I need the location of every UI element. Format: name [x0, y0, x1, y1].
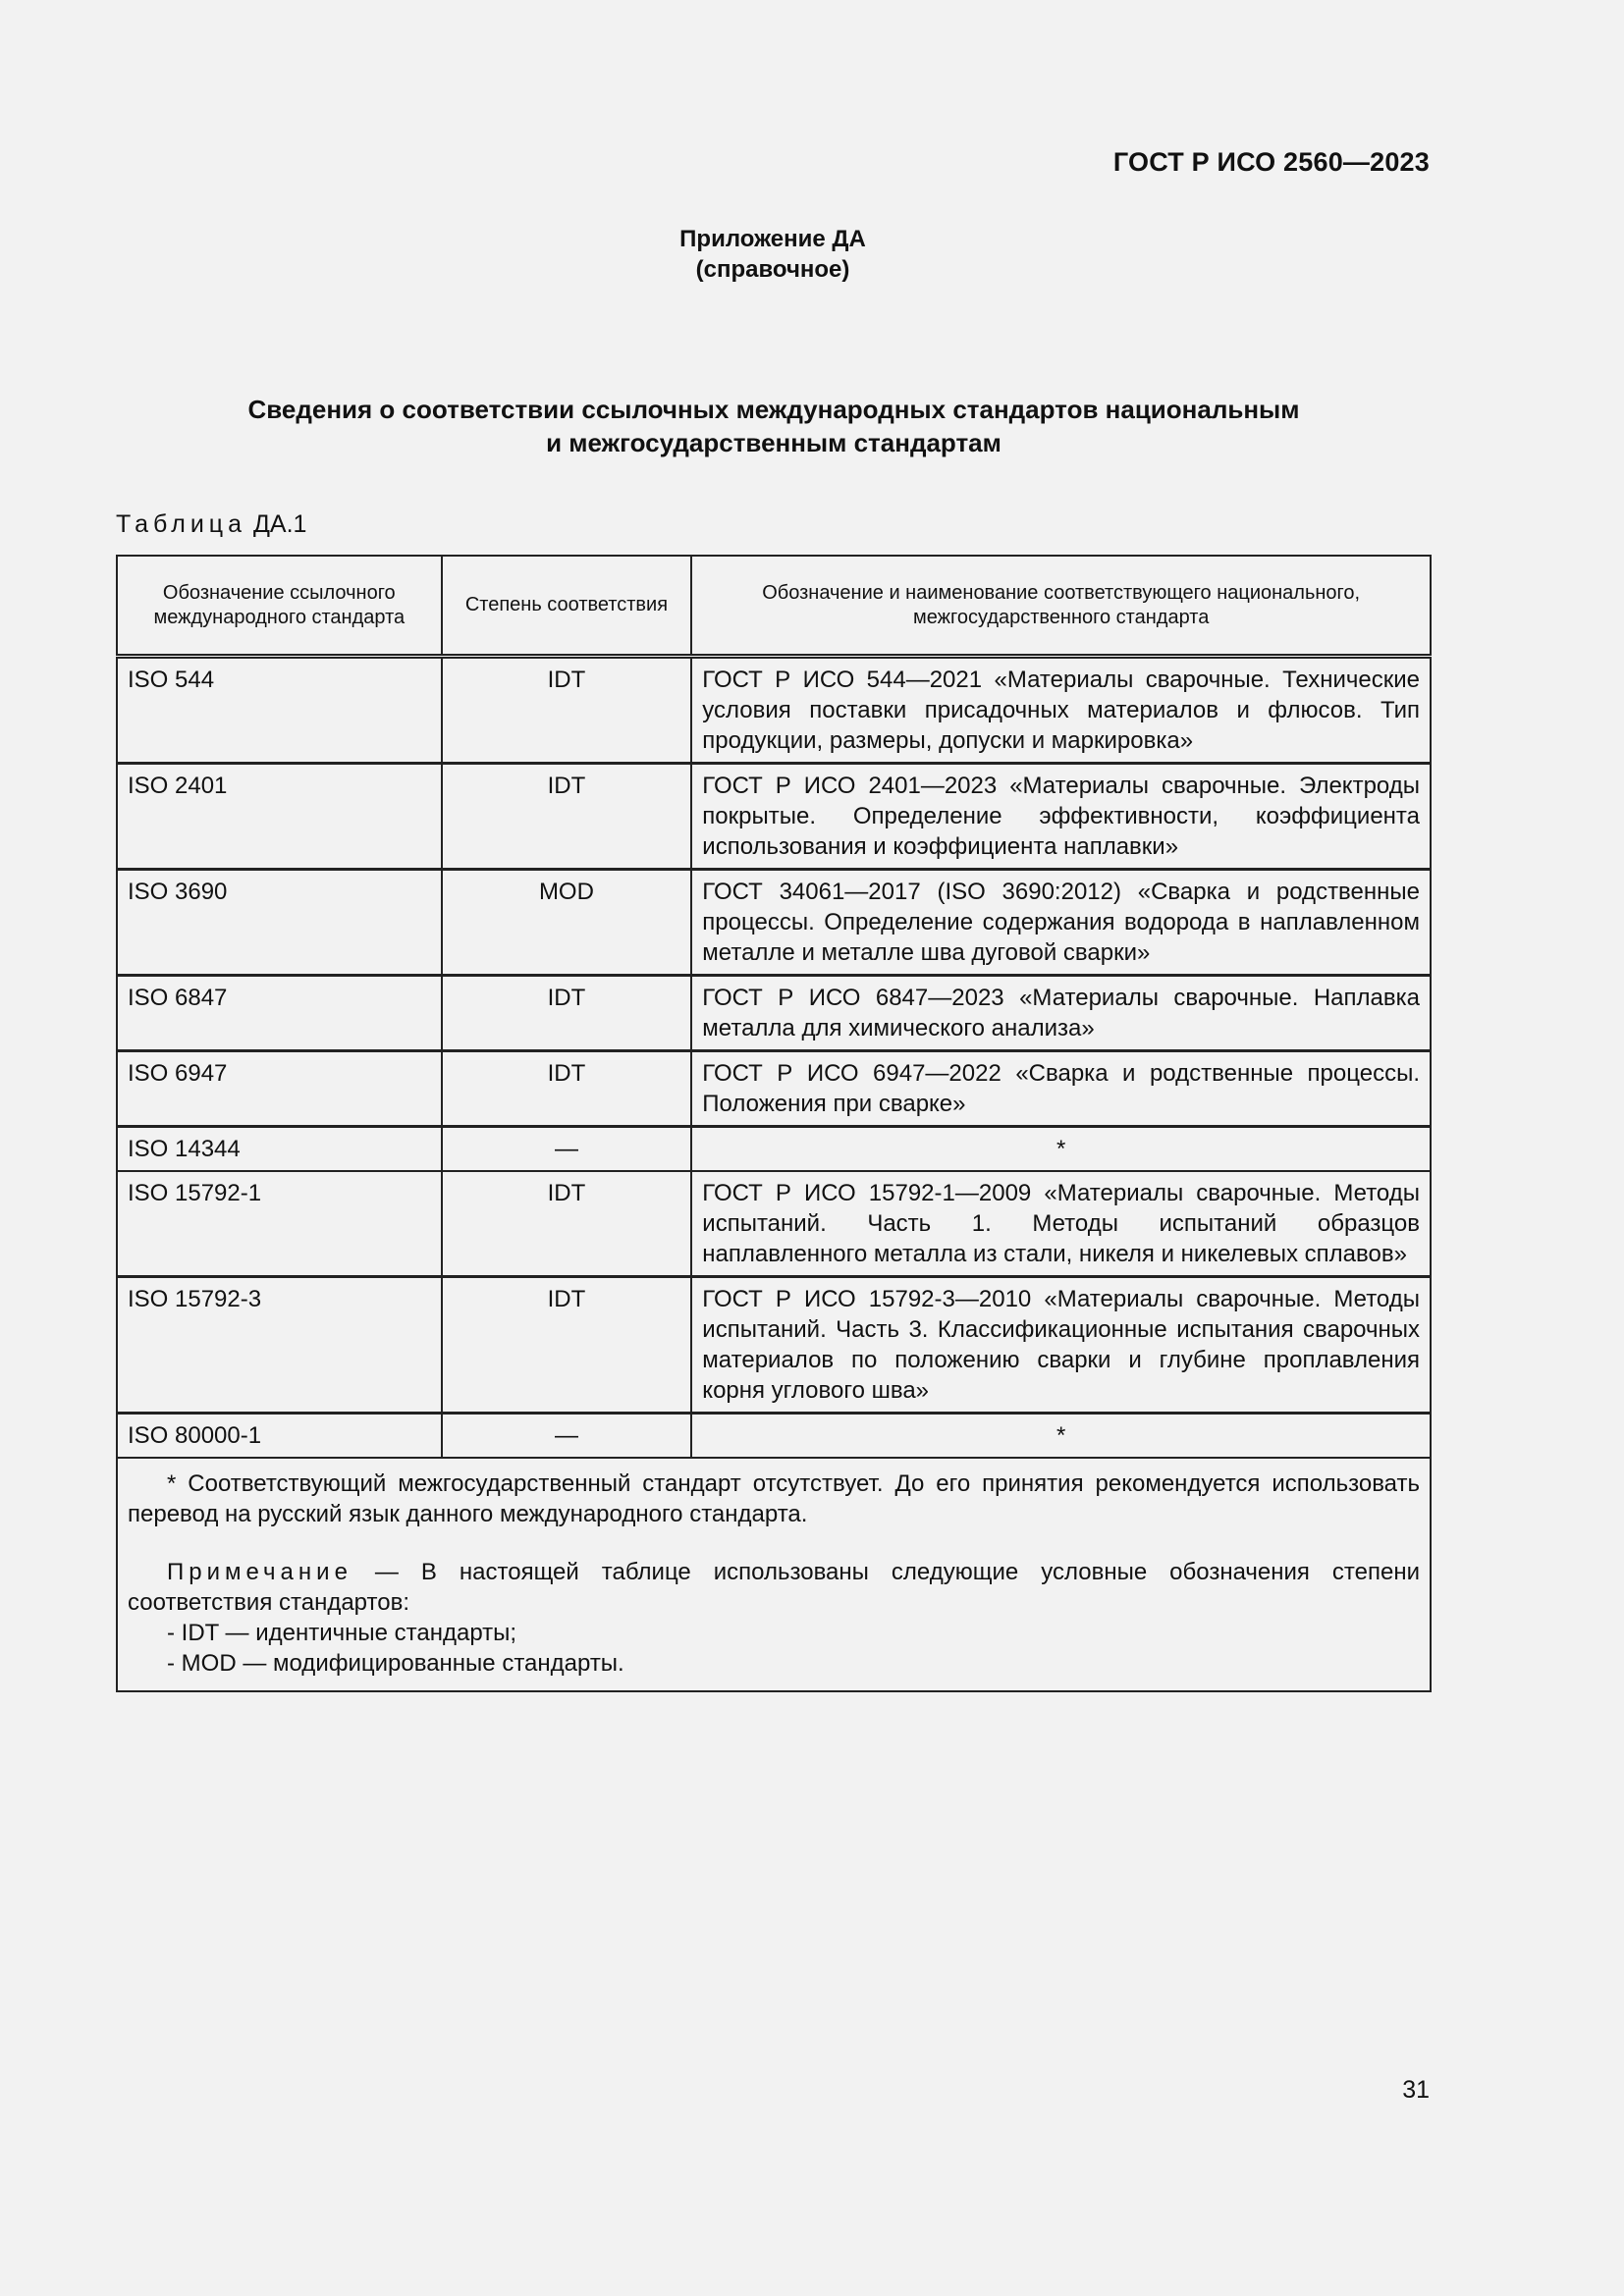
cell-degree: —: [442, 1414, 692, 1459]
cell-degree: MOD: [442, 870, 692, 976]
cell-degree: IDT: [442, 1051, 692, 1127]
cell-standard: ISO 2401: [117, 764, 442, 870]
footnote: * Соответствующий межгосударственный стандарт отсутствует. До его принятия рекомендуется использовать перевод на русский язык данного международного стандарта.: [128, 1470, 1420, 1527]
table-notes-row: [117, 1458, 1431, 1691]
table-label: [116, 510, 306, 539]
table-row: [117, 976, 1431, 1051]
table-row: [117, 657, 1431, 764]
table-notes: [117, 1458, 1431, 1691]
appendix-title: Приложение ДА: [679, 226, 866, 252]
table-row: [117, 1277, 1431, 1414]
table-row: [117, 1171, 1431, 1277]
table-row: [117, 764, 1431, 870]
table-row: [117, 1051, 1431, 1127]
table-header-row: [117, 556, 1431, 657]
cell-national: ГОСТ Р ИСО 6847—2023 «Материалы сварочные. Наплавка металла для химического анализа»: [691, 976, 1431, 1051]
correspondence-table: [116, 555, 1432, 1692]
cell-degree: IDT: [442, 976, 692, 1051]
header-national-standard: Обозначение и наименование соответствующего национального, межгосударственного стандарта: [691, 556, 1431, 657]
cell-national: ГОСТ Р ИСО 15792-1—2009 «Материалы сварочные. Методы испытаний. Часть 1. Методы испытаний образцов наплавленного металла из стали, никеля и никелевых сплавов»: [691, 1171, 1431, 1277]
cell-national: ГОСТ Р ИСО 6947—2022 «Сварка и родственные процессы. Положения при сварке»: [691, 1051, 1431, 1127]
note-paragraph: [128, 1557, 1420, 1618]
cell-national: *: [691, 1414, 1431, 1459]
cell-standard: ISO 544: [117, 657, 442, 764]
cell-national: *: [691, 1127, 1431, 1172]
cell-standard: ISO 15792-3: [117, 1277, 442, 1414]
cell-standard: ISO 6847: [117, 976, 442, 1051]
section-title-line-2: и межгосударственным стандартам: [546, 428, 1001, 457]
cell-degree: IDT: [442, 1277, 692, 1414]
header-degree: Степень соответствия: [442, 556, 692, 657]
cell-standard: ISO 15792-1: [117, 1171, 442, 1277]
cell-standard: ISO 6947: [117, 1051, 442, 1127]
page-number: 31: [1402, 2076, 1430, 2104]
cell-degree: IDT: [442, 764, 692, 870]
table-row: [117, 870, 1431, 976]
table-row: [117, 1127, 1431, 1172]
table-row: [117, 1414, 1431, 1459]
cell-national: ГОСТ Р ИСО 15792-3—2010 «Материалы сварочные. Методы испытаний. Часть 3. Классификационные испытания сварочных материалов по положению сварки и глубине проплавления корня углового шва»: [691, 1277, 1431, 1414]
note-text: — В настоящей таблице использованы следующие условные обозначения степени соответствия стандартов:: [128, 1559, 1420, 1616]
document-code: ГОСТ Р ИСО 2560—2023: [1112, 147, 1430, 177]
note-item-idt: - IDT — идентичные стандарты;: [167, 1620, 517, 1646]
note-label: Примечание: [167, 1559, 352, 1585]
note-item-mod: - MOD — модифицированные стандарты.: [167, 1650, 624, 1677]
appendix-heading: [0, 224, 1545, 285]
cell-standard: ISO 3690: [117, 870, 442, 976]
cell-national: ГОСТ 34061—2017 (ISO 3690:2012) «Сварка и родственные процессы. Определение содержания водорода в наплавленном металле и металле шва дуговой сварки»: [691, 870, 1431, 976]
header-international-standard: Обозначение ссылочного международного стандарта: [117, 556, 442, 657]
appendix-subtitle: (справочное): [695, 256, 850, 283]
table-label-number: ДА.1: [252, 510, 307, 538]
cell-standard: ISO 14344: [117, 1127, 442, 1172]
cell-national: ГОСТ Р ИСО 544—2021 «Материалы сварочные. Технические условия поставки присадочных материалов и флюсов. Тип продукции, размеры, допуски и маркировка»: [691, 657, 1431, 764]
section-title: [116, 393, 1432, 459]
cell-national: ГОСТ Р ИСО 2401—2023 «Материалы сварочные. Электроды покрытые. Определение эффективности, коэффициента использования и коэффициента наплавки»: [691, 764, 1431, 870]
cell-degree: —: [442, 1127, 692, 1172]
section-title-line-1: Сведения о соответствии ссылочных международных стандартов национальным: [247, 395, 1300, 424]
table-label-prefix: Таблица: [116, 510, 247, 538]
cell-degree: IDT: [442, 657, 692, 764]
cell-degree: IDT: [442, 1171, 692, 1277]
cell-standard: ISO 80000-1: [117, 1414, 442, 1459]
